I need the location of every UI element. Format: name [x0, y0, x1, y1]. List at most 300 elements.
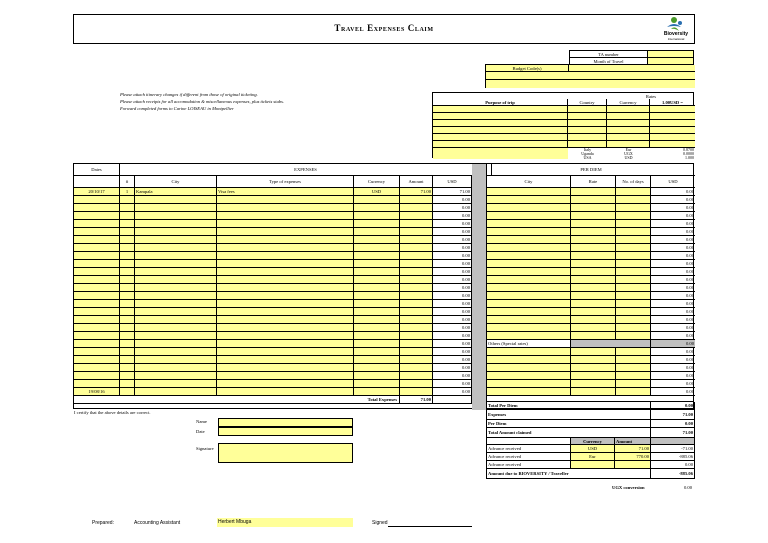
num-cell[interactable]	[120, 236, 135, 244]
perdiem-head: PER DIEM	[487, 164, 695, 176]
rates-currency-cell[interactable]	[607, 120, 650, 127]
city-cell[interactable]	[135, 236, 217, 244]
currency-cell[interactable]	[354, 196, 400, 204]
type-cell[interactable]	[217, 220, 354, 228]
pd-city-cell[interactable]	[487, 252, 571, 260]
num-cell[interactable]	[120, 372, 135, 380]
rates-country-cell[interactable]	[568, 141, 607, 148]
rates-country-cell[interactable]	[568, 127, 607, 134]
signed-line[interactable]	[388, 526, 472, 527]
pd-days-cell[interactable]	[616, 380, 651, 388]
date-cell[interactable]	[74, 236, 120, 244]
date-cell[interactable]	[74, 348, 120, 356]
date-cell[interactable]	[74, 340, 120, 348]
currency-cell[interactable]	[354, 340, 400, 348]
city-cell[interactable]	[135, 340, 217, 348]
purpose-row[interactable]	[433, 127, 568, 134]
advance-1-currency[interactable]: USD	[571, 445, 615, 453]
pd-rate-cell[interactable]	[571, 228, 616, 236]
rates-country-cell[interactable]	[568, 134, 607, 141]
advance-1-label: Advance received	[487, 445, 571, 453]
city-cell[interactable]	[135, 260, 217, 268]
city-cell[interactable]	[135, 348, 217, 356]
currency-cell[interactable]	[354, 244, 400, 252]
pd-days-cell[interactable]	[616, 388, 651, 396]
rates-rate-head: 1.00USD =	[650, 99, 695, 106]
pd-city-cell[interactable]	[487, 380, 571, 388]
num-cell[interactable]	[120, 276, 135, 284]
pd-days-cell[interactable]	[616, 204, 651, 212]
name-field[interactable]	[218, 418, 353, 427]
pd-rate-cell[interactable]	[571, 388, 616, 396]
city-cell[interactable]	[135, 252, 217, 260]
pd-days-cell[interactable]	[616, 372, 651, 380]
currency-cell[interactable]: USD	[354, 188, 400, 196]
amount-cell[interactable]	[400, 364, 433, 372]
type-cell[interactable]	[217, 276, 354, 284]
type-cell[interactable]	[217, 388, 354, 396]
city-cell[interactable]	[135, 220, 217, 228]
currency-cell[interactable]	[354, 276, 400, 284]
city-cell[interactable]	[135, 356, 217, 364]
pd-city-cell[interactable]	[487, 332, 571, 340]
type-cell[interactable]	[217, 236, 354, 244]
rates-currency-cell[interactable]	[607, 113, 650, 120]
pd-rate-cell[interactable]	[571, 316, 616, 324]
amount-cell[interactable]	[400, 348, 433, 356]
pd-usd-cell: 0.00	[651, 372, 695, 380]
currency-cell[interactable]	[354, 252, 400, 260]
amount-cell[interactable]	[400, 356, 433, 364]
pd-rate-cell[interactable]	[571, 300, 616, 308]
currency-cell[interactable]	[354, 300, 400, 308]
currency-cell[interactable]	[354, 220, 400, 228]
date-cell[interactable]	[74, 204, 120, 212]
city-cell[interactable]	[135, 364, 217, 372]
amount-cell[interactable]	[400, 372, 433, 380]
city-cell[interactable]	[135, 292, 217, 300]
usd-cell: 0.00	[433, 332, 472, 340]
num-cell[interactable]	[120, 228, 135, 236]
amount-cell[interactable]	[400, 292, 433, 300]
pd-days-cell[interactable]	[616, 356, 651, 364]
amount-cell[interactable]	[400, 228, 433, 236]
rates-country-cell[interactable]	[568, 120, 607, 127]
currency-cell[interactable]	[354, 228, 400, 236]
city-cell[interactable]	[135, 284, 217, 292]
date-cell[interactable]	[74, 220, 120, 228]
city-cell[interactable]	[135, 316, 217, 324]
amount-cell[interactable]	[400, 220, 433, 228]
purpose-row[interactable]	[433, 141, 568, 148]
purpose-row[interactable]	[433, 113, 568, 120]
num-cell[interactable]	[120, 332, 135, 340]
pd-days-cell[interactable]	[616, 220, 651, 228]
pd-city-cell[interactable]	[487, 308, 571, 316]
pd-rate-cell[interactable]	[571, 236, 616, 244]
city-cell[interactable]	[135, 388, 217, 396]
pd-days-cell[interactable]	[616, 276, 651, 284]
num-cell[interactable]	[120, 244, 135, 252]
type-cell[interactable]	[217, 356, 354, 364]
currency-cell[interactable]	[354, 268, 400, 276]
num-cell[interactable]	[120, 364, 135, 372]
type-cell[interactable]	[217, 348, 354, 356]
date-cell[interactable]	[74, 316, 120, 324]
date-cell[interactable]	[74, 364, 120, 372]
currency-cell[interactable]	[354, 204, 400, 212]
date-cell[interactable]	[74, 212, 120, 220]
pd-city-cell[interactable]	[487, 356, 571, 364]
type-cell[interactable]	[217, 204, 354, 212]
rates-currency-cell[interactable]	[607, 141, 650, 148]
num-cell[interactable]	[120, 204, 135, 212]
type-cell[interactable]	[217, 268, 354, 276]
ta-number-field[interactable]	[648, 50, 694, 58]
pd-days-cell[interactable]	[616, 364, 651, 372]
purpose-row[interactable]	[433, 134, 568, 141]
city-cell[interactable]	[135, 380, 217, 388]
city-cell[interactable]	[135, 204, 217, 212]
summary-perdiem-value: 0.00	[651, 420, 695, 428]
city-cell[interactable]	[135, 268, 217, 276]
rates-rate-cell[interactable]	[650, 134, 695, 141]
logo	[659, 15, 693, 43]
date-cell[interactable]: 20/10/17	[74, 188, 120, 196]
pd-city-cell[interactable]	[487, 364, 571, 372]
pd-city-cell[interactable]	[487, 316, 571, 324]
date-cell[interactable]	[74, 228, 120, 236]
rates-rate-cell[interactable]	[650, 120, 695, 127]
date-cell[interactable]	[74, 380, 120, 388]
type-cell[interactable]	[217, 252, 354, 260]
num-cell[interactable]: 1	[120, 188, 135, 196]
pd-city-cell[interactable]	[487, 388, 571, 396]
amount-cell[interactable]	[400, 316, 433, 324]
currency-cell[interactable]	[354, 356, 400, 364]
date-cell[interactable]	[74, 300, 120, 308]
pd-usd-cell: 0.00	[651, 276, 695, 284]
num-cell[interactable]	[120, 284, 135, 292]
pd-city-cell[interactable]	[487, 348, 571, 356]
pd-usd-cell: 0.00	[651, 332, 695, 340]
date-cell[interactable]	[74, 252, 120, 260]
pd-days-cell[interactable]	[616, 188, 651, 196]
type-cell[interactable]	[217, 308, 354, 316]
date-cell[interactable]	[74, 276, 120, 284]
amount-cell[interactable]	[400, 268, 433, 276]
amount-cell[interactable]: 71.00	[400, 188, 433, 196]
purpose-label: Purpose of trip	[433, 99, 568, 106]
date-label: Date	[196, 429, 205, 434]
rates-rate-cell[interactable]	[650, 113, 695, 120]
pd-usd-head: USD	[651, 176, 695, 188]
pd-rate-cell[interactable]	[571, 204, 616, 212]
pd-rate-cell[interactable]	[571, 372, 616, 380]
date-field[interactable]	[218, 427, 353, 436]
num-cell[interactable]	[120, 252, 135, 260]
num-cell[interactable]	[120, 348, 135, 356]
purpose-row[interactable]	[433, 106, 568, 113]
type-cell[interactable]	[217, 260, 354, 268]
pd-rate-cell[interactable]	[571, 252, 616, 260]
pd-days-cell[interactable]	[616, 316, 651, 324]
date-cell[interactable]	[74, 244, 120, 252]
pd-city-cell[interactable]	[487, 204, 571, 212]
currency-cell[interactable]	[354, 284, 400, 292]
currency-cell[interactable]	[354, 292, 400, 300]
pd-city-cell[interactable]	[487, 300, 571, 308]
advance-2-currency[interactable]: Eur	[571, 453, 615, 461]
type-cell[interactable]	[217, 364, 354, 372]
amount-cell[interactable]	[400, 300, 433, 308]
pd-rate-cell[interactable]	[571, 364, 616, 372]
rates-country-cell[interactable]	[568, 106, 607, 113]
num-cell[interactable]	[120, 196, 135, 204]
currency-cell[interactable]	[354, 348, 400, 356]
amount-cell[interactable]	[400, 204, 433, 212]
amount-cell[interactable]	[400, 308, 433, 316]
city-cell[interactable]	[135, 276, 217, 284]
pd-rate-cell[interactable]	[571, 212, 616, 220]
pd-rate-cell[interactable]	[571, 284, 616, 292]
pd-usd-cell: 0.00	[651, 292, 695, 300]
city-cell[interactable]	[135, 324, 217, 332]
title-bar	[73, 14, 695, 44]
type-cell[interactable]: Visa fees	[217, 188, 354, 196]
type-cell[interactable]	[217, 292, 354, 300]
logo-text: Bioversity	[663, 31, 689, 37]
pd-days-cell[interactable]	[616, 284, 651, 292]
pd-city-cell[interactable]	[487, 228, 571, 236]
rates-rate-cell[interactable]	[650, 127, 695, 134]
city-cell[interactable]	[135, 372, 217, 380]
pd-city-cell[interactable]	[487, 220, 571, 228]
pd-city-cell[interactable]	[487, 212, 571, 220]
usd-cell: 0.00	[433, 196, 472, 204]
pd-rate-cell[interactable]	[571, 260, 616, 268]
certify-text: I certify that the above details are correct.	[74, 410, 151, 415]
pd-rate-cell[interactable]	[571, 268, 616, 276]
expenses-head: EXPENSES	[120, 164, 492, 176]
rates-country: Uganda	[568, 152, 607, 156]
amount-head: Amount	[400, 176, 433, 188]
budget-field-3[interactable]	[486, 80, 695, 88]
city-cell[interactable]	[135, 228, 217, 236]
advance-3-label: Advance received	[487, 461, 571, 469]
advance-2-label: Advance received	[487, 453, 571, 461]
budget-field-1[interactable]	[569, 65, 695, 72]
pd-days-cell[interactable]	[616, 244, 651, 252]
rates-country-cell[interactable]	[568, 113, 607, 120]
pd-city-cell[interactable]	[487, 196, 571, 204]
pd-city-cell[interactable]	[487, 268, 571, 276]
rates-rate-cell[interactable]	[650, 141, 695, 148]
num-cell[interactable]	[120, 260, 135, 268]
currency-cell[interactable]	[354, 260, 400, 268]
amount-cell[interactable]	[400, 284, 433, 292]
amount-cell[interactable]	[400, 244, 433, 252]
num-cell[interactable]	[120, 268, 135, 276]
pd-rate-cell[interactable]	[571, 276, 616, 284]
num-cell[interactable]	[120, 356, 135, 364]
pd-rate-cell[interactable]	[571, 348, 616, 356]
pd-city-cell[interactable]	[487, 188, 571, 196]
date-cell[interactable]	[74, 356, 120, 364]
advance-2-amount[interactable]: 770.00	[615, 453, 651, 461]
city-cell[interactable]	[135, 212, 217, 220]
advance-3-currency[interactable]	[571, 461, 615, 469]
num-cell[interactable]	[120, 380, 135, 388]
amount-cell[interactable]	[400, 332, 433, 340]
pd-rate-cell[interactable]	[571, 220, 616, 228]
pd-days-cell[interactable]	[616, 236, 651, 244]
pd-city-cell[interactable]	[487, 324, 571, 332]
pd-days-cell[interactable]	[616, 268, 651, 276]
date-cell[interactable]	[74, 308, 120, 316]
pd-rate-cell[interactable]	[571, 332, 616, 340]
budget-field-2[interactable]	[486, 72, 695, 80]
pd-rate-cell[interactable]	[571, 292, 616, 300]
amount-cell[interactable]	[400, 388, 433, 396]
type-cell[interactable]	[217, 244, 354, 252]
type-cell[interactable]	[217, 196, 354, 204]
type-cell[interactable]	[217, 228, 354, 236]
amount-cell[interactable]	[400, 196, 433, 204]
type-cell[interactable]	[217, 340, 354, 348]
type-cell[interactable]	[217, 212, 354, 220]
pd-rate-cell[interactable]	[571, 244, 616, 252]
prepared-role: Accounting Assistant	[134, 520, 181, 526]
currency-cell[interactable]	[354, 308, 400, 316]
num-cell[interactable]	[120, 388, 135, 396]
city-cell[interactable]	[135, 196, 217, 204]
date-cell[interactable]	[74, 292, 120, 300]
pd-usd-cell: 0.00	[651, 268, 695, 276]
pd-days-cell[interactable]	[616, 260, 651, 268]
pd-rate-cell[interactable]	[571, 356, 616, 364]
signature-field[interactable]	[218, 443, 353, 463]
prepared-person[interactable]: Herbert Mbuga	[217, 518, 353, 527]
type-cell[interactable]	[217, 300, 354, 308]
pd-usd-cell: 0.00	[651, 300, 695, 308]
rates-currency-cell[interactable]	[607, 106, 650, 113]
rates-rate-cell[interactable]	[650, 106, 695, 113]
city-cell[interactable]	[135, 332, 217, 340]
currency-cell[interactable]	[354, 380, 400, 388]
amount-cell[interactable]	[400, 276, 433, 284]
advance-1-amount[interactable]: 71.00	[615, 445, 651, 453]
pd-days-cell[interactable]	[616, 292, 651, 300]
rates-currency: UGX	[607, 152, 650, 156]
currency-cell[interactable]	[354, 236, 400, 244]
type-cell[interactable]	[217, 316, 354, 324]
pd-days-cell[interactable]	[616, 228, 651, 236]
type-cell[interactable]	[217, 332, 354, 340]
currency-cell[interactable]	[354, 212, 400, 220]
pd-rate-cell[interactable]	[571, 196, 616, 204]
pd-rate-cell[interactable]	[571, 308, 616, 316]
pd-days-head: No. of days	[616, 176, 651, 188]
city-cell[interactable]: Kampala	[135, 188, 217, 196]
amount-cell[interactable]	[400, 252, 433, 260]
pd-days-cell[interactable]	[616, 196, 651, 204]
num-cell[interactable]	[120, 316, 135, 324]
pd-city-cell[interactable]	[487, 276, 571, 284]
date-cell[interactable]	[74, 268, 120, 276]
amount-cell[interactable]	[400, 340, 433, 348]
type-cell[interactable]	[217, 372, 354, 380]
num-cell[interactable]	[120, 212, 135, 220]
pd-days-cell[interactable]	[616, 348, 651, 356]
pd-days-cell[interactable]	[616, 308, 651, 316]
num-cell[interactable]	[120, 220, 135, 228]
num-cell[interactable]	[120, 308, 135, 316]
pd-city-cell[interactable]	[487, 244, 571, 252]
date-cell[interactable]: 19/08/16	[74, 388, 120, 396]
purpose-row[interactable]	[433, 120, 568, 127]
pd-days-cell[interactable]	[616, 300, 651, 308]
pd-rate-cell[interactable]	[571, 380, 616, 388]
pd-days-cell[interactable]	[616, 252, 651, 260]
pd-city-cell[interactable]	[487, 260, 571, 268]
type-cell[interactable]	[217, 324, 354, 332]
amount-cell[interactable]	[400, 236, 433, 244]
date-cell[interactable]	[74, 372, 120, 380]
rates-currency-cell[interactable]	[607, 127, 650, 134]
rates-currency-cell[interactable]	[607, 134, 650, 141]
pd-city-cell[interactable]	[487, 372, 571, 380]
city-cell[interactable]	[135, 300, 217, 308]
pd-rate-cell[interactable]	[571, 324, 616, 332]
currency-cell[interactable]	[354, 324, 400, 332]
currency-cell[interactable]	[354, 316, 400, 324]
amount-cell[interactable]	[400, 324, 433, 332]
currency-cell[interactable]	[354, 388, 400, 396]
num-cell[interactable]	[120, 292, 135, 300]
amount-cell[interactable]	[400, 380, 433, 388]
pd-rate-cell[interactable]	[571, 188, 616, 196]
num-cell[interactable]	[120, 300, 135, 308]
date-cell[interactable]	[74, 324, 120, 332]
currency-cell[interactable]	[354, 364, 400, 372]
type-cell[interactable]	[217, 380, 354, 388]
others-grey	[571, 340, 651, 348]
pd-days-cell[interactable]	[616, 212, 651, 220]
currency-cell[interactable]	[354, 332, 400, 340]
currency-cell[interactable]	[354, 372, 400, 380]
pd-city-cell[interactable]	[487, 292, 571, 300]
pd-days-cell[interactable]	[616, 332, 651, 340]
city-cell[interactable]	[135, 308, 217, 316]
date-cell[interactable]	[74, 260, 120, 268]
pd-city-cell[interactable]	[487, 284, 571, 292]
pd-city-cell[interactable]	[487, 236, 571, 244]
note-2: Please attach receipts for all accomodation & miscellaneous expenses, plus tickets stubs.	[120, 99, 285, 104]
amount-cell[interactable]	[400, 260, 433, 268]
advance-3-amount[interactable]	[615, 461, 651, 469]
type-cell[interactable]	[217, 284, 354, 292]
date-cell[interactable]	[74, 196, 120, 204]
num-cell[interactable]	[120, 324, 135, 332]
amount-cell[interactable]	[400, 212, 433, 220]
date-cell[interactable]	[74, 332, 120, 340]
usd-cell: 0.00	[433, 260, 472, 268]
city-cell[interactable]	[135, 244, 217, 252]
num-cell[interactable]	[120, 340, 135, 348]
pd-days-cell[interactable]	[616, 324, 651, 332]
date-cell[interactable]	[74, 284, 120, 292]
